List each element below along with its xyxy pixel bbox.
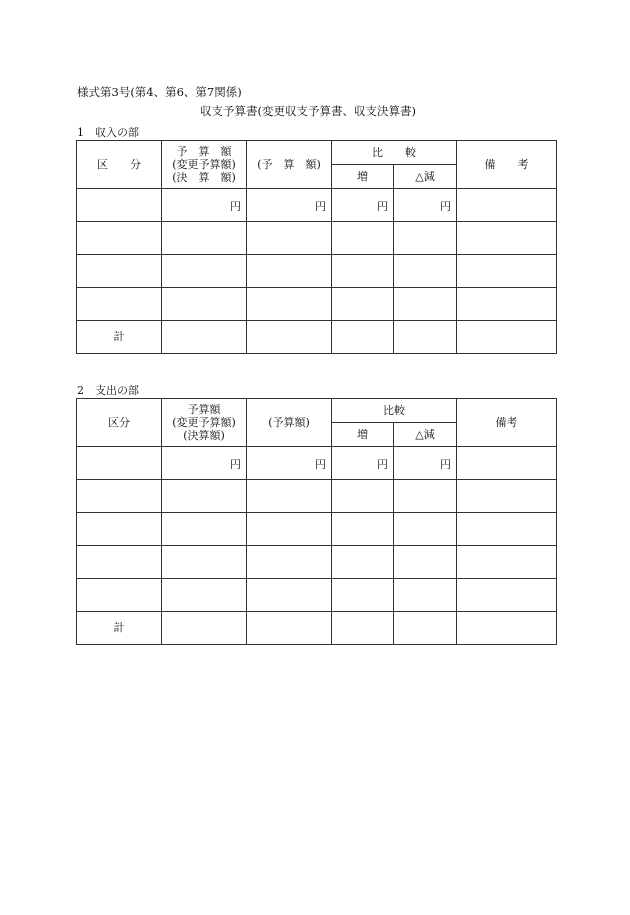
table-cell[interactable] (247, 288, 332, 321)
expenditure-section-heading: 2 支出の部 (77, 384, 139, 397)
table-cell[interactable] (247, 513, 332, 546)
header-increase: 増 (332, 165, 394, 189)
header-comparison: 比較 (332, 399, 457, 423)
table-cell[interactable] (394, 321, 457, 354)
form-number: 様式第3号(第4、第6、第7関係) (77, 85, 242, 99)
header-budget-line2: (変更予算額) (172, 157, 236, 171)
table-cell[interactable] (394, 222, 457, 255)
table-cell[interactable] (394, 612, 457, 645)
table-cell[interactable] (247, 546, 332, 579)
table-cell[interactable] (247, 321, 332, 354)
expenditure-table (76, 398, 557, 645)
header-category: 区分 (77, 399, 162, 447)
table-row (77, 255, 557, 288)
table-cell[interactable] (332, 579, 394, 612)
income-table (76, 140, 557, 354)
yen-unit[interactable]: 円 (332, 189, 394, 222)
header-prev-budget: (予 算 額) (247, 141, 332, 189)
table-cell[interactable] (162, 513, 247, 546)
table-cell[interactable] (77, 255, 162, 288)
table-cell[interactable] (162, 255, 247, 288)
table-cell[interactable] (332, 288, 394, 321)
total-label: 計 (77, 612, 162, 645)
yen-unit[interactable]: 円 (247, 447, 332, 480)
table-cell[interactable] (77, 222, 162, 255)
table-cell[interactable] (332, 255, 394, 288)
table-cell[interactable] (457, 612, 557, 645)
header-comparison: 比 較 (332, 141, 457, 165)
table-cell[interactable] (394, 546, 457, 579)
header-budget-line3: (決算額) (183, 429, 225, 443)
table-cell[interactable] (332, 222, 394, 255)
table-cell[interactable] (77, 288, 162, 321)
table-cell[interactable] (332, 321, 394, 354)
table-cell[interactable] (457, 480, 557, 513)
table-cell[interactable] (247, 480, 332, 513)
table-cell[interactable] (162, 579, 247, 612)
header-budget-line3: (決 算 額) (172, 171, 236, 185)
header-budget-line1: 予算額 (187, 402, 221, 416)
header-budget (162, 399, 247, 447)
table-cell[interactable] (247, 222, 332, 255)
table-cell[interactable] (77, 546, 162, 579)
header-prev-budget: (予算額) (247, 399, 332, 447)
yen-unit[interactable]: 円 (394, 189, 457, 222)
table-cell[interactable] (394, 480, 457, 513)
table-cell[interactable] (332, 546, 394, 579)
table-cell[interactable] (457, 321, 557, 354)
table-cell[interactable] (394, 255, 457, 288)
header-budget-line2: (変更予算額) (172, 415, 236, 429)
table-cell[interactable] (457, 288, 557, 321)
yen-unit[interactable]: 円 (162, 447, 247, 480)
table-cell[interactable] (332, 612, 394, 645)
table-row (77, 222, 557, 255)
table-cell[interactable] (77, 513, 162, 546)
header-remarks: 備考 (457, 399, 557, 447)
table-cell[interactable] (394, 288, 457, 321)
total-row (77, 612, 557, 645)
header-increase: 増 (332, 423, 394, 447)
header-decrease: △減 (394, 165, 457, 189)
total-label: 計 (77, 321, 162, 354)
table-cell[interactable] (457, 513, 557, 546)
table-row (77, 189, 557, 222)
header-category: 区 分 (77, 141, 162, 189)
table-cell[interactable] (162, 480, 247, 513)
yen-unit[interactable]: 円 (162, 189, 247, 222)
table-cell[interactable] (457, 546, 557, 579)
table-cell[interactable] (457, 222, 557, 255)
table-cell[interactable] (247, 612, 332, 645)
table-cell[interactable] (162, 222, 247, 255)
table-cell[interactable] (394, 513, 457, 546)
yen-unit[interactable]: 円 (247, 189, 332, 222)
table-cell[interactable] (332, 513, 394, 546)
yen-unit[interactable]: 円 (394, 447, 457, 480)
table-row (77, 579, 557, 612)
table-row (77, 480, 557, 513)
table-cell[interactable] (457, 447, 557, 480)
table-row (77, 288, 557, 321)
table-cell[interactable] (247, 579, 332, 612)
header-decrease: △減 (394, 423, 457, 447)
table-cell[interactable] (162, 546, 247, 579)
header-budget (162, 141, 247, 189)
table-cell[interactable] (77, 447, 162, 480)
table-cell[interactable] (332, 480, 394, 513)
table-cell[interactable] (162, 321, 247, 354)
total-row (77, 321, 557, 354)
table-row (77, 513, 557, 546)
header-remarks: 備 考 (457, 141, 557, 189)
header-budget-line1: 予 算 額 (176, 144, 232, 158)
table-cell[interactable] (77, 189, 162, 222)
table-cell[interactable] (162, 612, 247, 645)
table-cell[interactable] (457, 255, 557, 288)
table-cell[interactable] (457, 189, 557, 222)
table-cell[interactable] (394, 579, 457, 612)
table-cell[interactable] (247, 255, 332, 288)
yen-unit[interactable]: 円 (332, 447, 394, 480)
table-cell[interactable] (457, 579, 557, 612)
table-cell[interactable] (77, 480, 162, 513)
table-cell[interactable] (162, 288, 247, 321)
table-cell[interactable] (77, 579, 162, 612)
table-row (77, 546, 557, 579)
document-title: 収支予算書(変更収支予算書、収支決算書) (200, 104, 416, 118)
income-section-heading: 1 収入の部 (77, 126, 139, 139)
table-row (77, 447, 557, 480)
